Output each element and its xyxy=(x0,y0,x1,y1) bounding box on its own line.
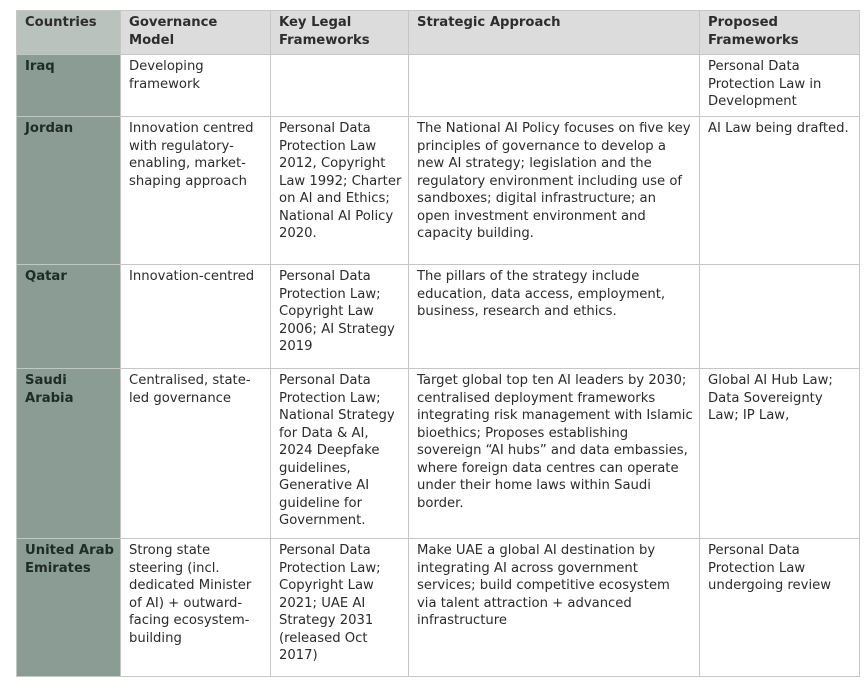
table-header-row xyxy=(17,11,860,55)
ai-governance-table xyxy=(16,10,860,677)
country-cell: United Arab Emirates xyxy=(17,539,121,677)
country-cell: Saudi Arabia xyxy=(17,369,121,539)
strategic-approach-cell: Target global top ten AI leaders by 2030; centralised deployment frameworks integrating risk management with Islamic bioethics; Proposes establishing sovereign “AI hubs” and data embassies, where foreign data centres can operate under their home laws within Saudi border. xyxy=(409,369,700,539)
strategic-approach-cell xyxy=(409,55,700,117)
proposed-frameworks-cell: Global AI Hub Law; Data Sovereignty Law; IP Law, xyxy=(700,369,860,539)
strategic-approach-cell: The National AI Policy focuses on five key principles of governance to develop a new AI strategy; legislation and the regulatory environment including use of sandboxes; digital infrastructure; an open investment environment and capacity building. xyxy=(409,117,700,265)
proposed-frameworks-cell: Personal Data Protection Law in Development xyxy=(700,55,860,117)
strategic-approach-cell: Make UAE a global AI destination by integrating AI across government services; build competitive ecosystem via talent attraction + advanced infrastructure xyxy=(409,539,700,677)
header-strategic-approach: Strategic Approach xyxy=(409,11,700,55)
proposed-frameworks-cell: Personal Data Protection Law undergoing review xyxy=(700,539,860,677)
country-cell: Jordan xyxy=(17,117,121,265)
key-legal-frameworks-cell: Personal Data Protection Law 2012, Copyright Law 1992; Charter on AI and Ethics; National AI Policy 2020. xyxy=(271,117,409,265)
header-key-legal-frameworks: Key Legal Frameworks xyxy=(271,11,409,55)
table-row xyxy=(17,369,860,539)
governance-model-cell: Innovation-centred xyxy=(121,265,271,369)
header-proposed-frameworks: Proposed Frameworks xyxy=(700,11,860,55)
table-row xyxy=(17,55,860,117)
proposed-frameworks-cell: AI Law being drafted. xyxy=(700,117,860,265)
country-cell: Iraq xyxy=(17,55,121,117)
governance-model-cell: Innovation centred with regulatory-enabling, market-shaping approach xyxy=(121,117,271,265)
country-cell: Qatar xyxy=(17,265,121,369)
governance-model-cell: Strong state steering (incl. dedicated Minister of AI) + outward-facing ecosystem-building xyxy=(121,539,271,677)
header-governance-model: Governance Model xyxy=(121,11,271,55)
governance-model-cell: Centralised, state-led governance xyxy=(121,369,271,539)
key-legal-frameworks-cell: Personal Data Protection Law; National Strategy for Data & AI, 2024 Deepfake guidelines, Generative AI guideline for Government. xyxy=(271,369,409,539)
table-row xyxy=(17,117,860,265)
header-countries: Countries xyxy=(17,11,121,55)
table-row xyxy=(17,265,860,369)
governance-model-cell: Developing framework xyxy=(121,55,271,117)
proposed-frameworks-cell xyxy=(700,265,860,369)
key-legal-frameworks-cell: Personal Data Protection Law; Copyright Law 2006; AI Strategy 2019 xyxy=(271,265,409,369)
strategic-approach-cell: The pillars of the strategy include education, data access, employment, business, research and ethics. xyxy=(409,265,700,369)
key-legal-frameworks-cell xyxy=(271,55,409,117)
table-row xyxy=(17,539,860,677)
key-legal-frameworks-cell: Personal Data Protection Law; Copyright Law 2021; UAE AI Strategy 2031 (released Oct 2017) xyxy=(271,539,409,677)
